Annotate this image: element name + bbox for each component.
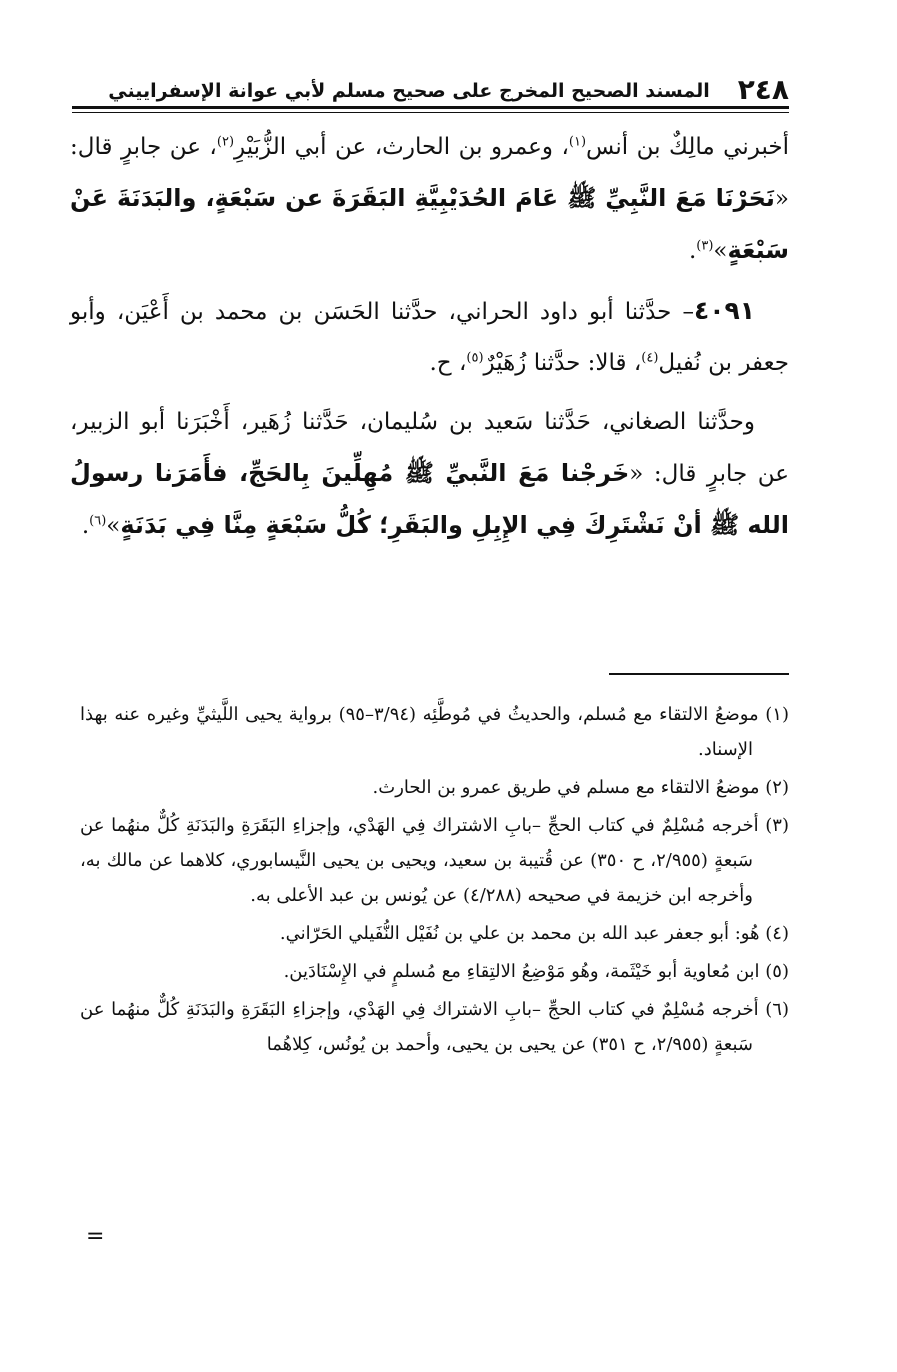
footnote-6: (٦) أخرجه مُسْلِمٌ في كتاب الحجِّ –بابِ الاشتراك فِي الهَدْي، وإجزاءِ البَقَرَةِ والبَدَنَةِ كُلٌّ منهُما عن سَبعةٍ (٢/٩٥٥، ح ٣٥١) عن يحيى بن يحيى، وأحمد بن يُونُس، كِلاهُما (80, 999, 789, 1055)
header-rule (72, 106, 789, 109)
footnote-ref-1[interactable]: (١) (568, 134, 587, 150)
footnote-4: (٤) هُو: أبو جعفر عبد الله بن محمد بن علي بن نُفَيْل النُّفَيلي الحَرّاني. (279, 923, 789, 944)
text-span: . (81, 513, 90, 539)
footnote-ref-4[interactable]: (٤) (641, 350, 659, 366)
footnote-2: (٢) موضعُ الالتقاء مع مسلم في طريق عمرو بن الحارث. (372, 777, 789, 798)
text-span: أخبرني مالِكٌ بن أنس (586, 134, 789, 160)
hadith-text: خَرجْنا مَعَ النَّبيِّ ﷺ مُهِلِّينَ بِالحَجِّ، فأَمَرَنا رسولُ الله ﷺ أنْ نَشْتَرِكَ فِي الإِبِلِ والبَقَرِ؛ كُلُّ سَبْعَةٍ مِنَّا فِي بَدَنَةٍ (70, 459, 789, 539)
header-rule-thin (72, 112, 789, 113)
footnotes (80, 697, 789, 1065)
footnote-ref-6[interactable]: (٦) (89, 513, 107, 529)
text-span: ، عن جابرٍ قال: « (70, 134, 789, 212)
page-number: ٢٤٨ (737, 73, 789, 106)
paragraph-2 (70, 285, 789, 389)
text-span: » (713, 238, 728, 264)
footnote-ref-3[interactable]: (٣) (696, 238, 714, 254)
main-text (70, 122, 789, 560)
running-title: المسند الصحيح المخرج على صحيح مسلم لأبي عوانة الإسفراييني (108, 80, 710, 103)
page-header (72, 60, 789, 104)
text-span: . (688, 238, 697, 264)
hadith-number: ٤٠٩١ (693, 296, 755, 325)
footnote-ref-2[interactable]: (٢) (216, 134, 235, 150)
footnote-1: (١) موضعُ الالتقاء مع مُسلم، والحديثُ في مُوطَّئِه (٣/٩٤–٩٥) برواية يحيى اللَّيثيِّ وغيره عنه بهذا الإسناد. (80, 704, 789, 760)
paragraph-1 (70, 122, 789, 277)
text-span: ، وعمرو بن الحارث، عن أبي الزُّبَيْرِ (234, 134, 569, 160)
text-span: ، قالا: حدَّثنا زُهَيْرٌ (483, 350, 642, 376)
continuation-mark: = (86, 1224, 105, 1249)
footnote-separator (609, 673, 789, 675)
text-span: وحدَّثنا الصغاني، حَدَّثنا سَعيد بن سُليمان، حَدَّثنا زُهَير، أَخْبَرَنا أبو الزبير، عن جابرٍ قال: « (70, 409, 789, 487)
paragraph-3 (70, 397, 789, 552)
footnote-3: (٣) أخرجه مُسْلِمٌ في كتاب الحجِّ –بابِ الاشتراك فِي الهَدْي، وإجزاءِ البَقَرَةِ والبَدَنَةِ كُلٌّ منهُما عن سَبعةٍ (٢/٩٥٥، ح ٣٥٠) عن قُتيبة بن سعيد، ويحيى بن يحيى النَّيسابوري، كلاهما عن مالك به، وأخرجه ابن خزيمة في صحيحه (٤/٢٨٨) عن يُونس بن عبد الأعلى به. (80, 815, 789, 906)
footnote-5: (٥) ابن مُعاوية أبو خَيْثَمة، وهُو مَوْضِعُ الالتِقاءِ مع مُسلمٍ في الإِسْنَادَين. (283, 961, 789, 982)
text-span: – حدَّثنا أبو داود الحراني، حدَّثنا الحَسَن بن محمد بن أَعْيَن، وأبو جعفر بن نُفيل (70, 299, 789, 376)
text-span: ، ح. (429, 350, 467, 376)
hadith-text: نَحَرْنَا مَعَ النَّبِيِّ ﷺ عَامَ الحُدَيْبِيَّةِ البَقَرَةَ عن سَبْعَةٍ، والبَدَنَةَ عَنْ سَبْعَةٍ (70, 184, 789, 264)
text-span: » (106, 513, 121, 539)
footnote-ref-5[interactable]: (٥) (466, 350, 484, 366)
